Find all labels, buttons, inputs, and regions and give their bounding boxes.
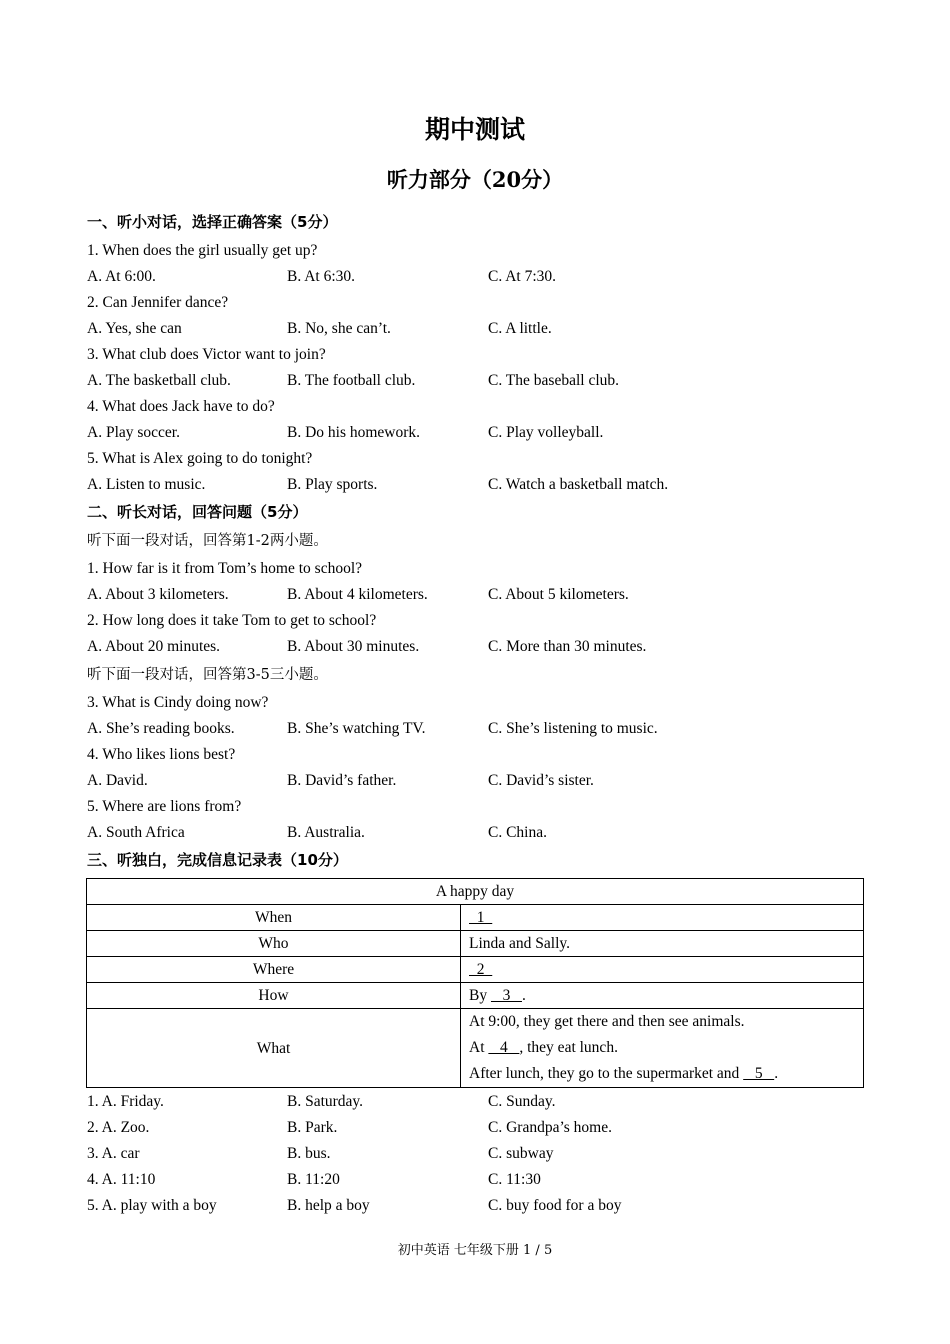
section3-heading: 三、听独白，完成信息记录表（10分） [87,851,348,869]
option-a: A. The basketball club. [87,372,231,389]
option-c: C. Grandpa’s home. [488,1119,612,1136]
row-value-who: Linda and Sally. [461,931,864,957]
blank-2: 2 [469,961,493,978]
option-b: B. David’s father. [287,772,397,789]
question: 1. How far is it from Tom’s home to school? [87,560,363,577]
what-line-3-suffix: . [774,1065,779,1082]
option-b: B. At 6:30. [287,268,356,285]
option-a: A. Yes, she can [87,320,182,337]
section2-note1: 听下面一段对话，回答第1-2两小题。 [87,533,328,549]
option-b: B. Australia. [287,824,365,841]
option-c: C. At 7:30. [488,268,557,285]
question: 2. How long does it take Tom to get to school? [87,612,377,629]
blank-1: 1 [469,909,493,926]
option-b: B. help a boy [287,1197,370,1214]
option-a: A. Listen to music. [87,476,206,493]
option-c: C. More than 30 minutes. [488,638,647,655]
question: 5. What is Alex going to do tonight? [87,450,313,467]
option-c: C. 11:30 [488,1171,541,1188]
table-row [87,1009,864,1088]
page-title: 期中测试 [424,115,525,144]
section2-heading: 二、听长对话，回答问题（5分） [87,503,308,521]
table-row [87,931,864,957]
option-b: B. Play sports. [287,476,378,493]
option-a: A. About 20 minutes. [87,638,221,655]
option-a: 1. A. Friday. [87,1093,164,1110]
option-a: 5. A. play with a boy [87,1197,217,1214]
option-c: C. China. [488,824,547,841]
option-a: A. Play soccer. [87,424,180,441]
row-label-how: How [87,983,461,1009]
option-b: B. bus. [287,1145,331,1162]
option-c: C. buy food for a boy [488,1197,622,1214]
what-line-3-prefix: After lunch, they go to the supermarket and [469,1065,744,1082]
question: 4. What does Jack have to do? [87,398,275,415]
option-c: C. David’s sister. [488,772,594,789]
row-label-where: Where [87,957,461,983]
section2-note2: 听下面一段对话，回答第3-5三小题。 [87,667,328,683]
info-record-table [86,878,864,1088]
what-line-1: At 9:00, they get there and then see animals. [469,1013,745,1030]
question: 1. When does the girl usually get up? [87,242,318,259]
option-a: A. She’s reading books. [87,720,235,737]
option-c: C. subway [488,1145,554,1162]
option-c: C. Play volleyball. [488,424,604,441]
section1-heading: 一、听小对话，选择正确答案（5分） [87,213,338,231]
row-label-who: Who [87,931,461,957]
option-a: A. About 3 kilometers. [87,586,229,603]
page-footer: 初中英语 七年级下册 1 / 5 [397,1243,553,1258]
option-c: C. About 5 kilometers. [488,586,629,603]
what-line-2 [469,1035,855,1061]
how-prefix: By [469,987,491,1004]
option-a: 4. A. 11:10 [87,1171,156,1188]
table-row [87,957,864,983]
option-b: B. Do his homework. [287,424,421,441]
option-c: C. A little. [488,320,552,337]
table-caption: A happy day [87,879,864,905]
option-a: 2. A. Zoo. [87,1119,150,1136]
question: 3. What is Cindy doing now? [87,694,269,711]
option-a: A. David. [87,772,148,789]
question: 5. Where are lions from? [87,798,242,815]
table-row [87,905,864,931]
option-a: 3. A. car [87,1145,140,1162]
row-label-what: What [87,1009,461,1088]
question: 4. Who likes lions best? [87,746,236,763]
blank-5: 5 [743,1065,775,1082]
option-b: B. About 30 minutes. [287,638,420,655]
option-b: B. 11:20 [287,1171,340,1188]
option-a: A. South Africa [87,824,185,841]
option-c: C. Watch a basketball match. [488,476,669,493]
row-value-what [461,1009,864,1088]
option-b: B. Saturday. [287,1093,364,1110]
row-value-how [461,983,864,1009]
row-value-when [461,905,864,931]
question: 2. Can Jennifer dance? [87,294,229,311]
row-value-where [461,957,864,983]
blank-4: 4 [488,1039,520,1056]
option-a: A. At 6:00. [87,268,156,285]
table-row [87,983,864,1009]
option-c: C. She’s listening to music. [488,720,658,737]
row-label-when: When [87,905,461,931]
option-b: B. About 4 kilometers. [287,586,428,603]
option-c: C. The baseball club. [488,372,620,389]
table-row [87,879,864,905]
option-b: B. Park. [287,1119,338,1136]
option-b: B. She’s watching TV. [287,720,426,737]
question: 3. What club does Victor want to join? [87,346,326,363]
page-subtitle: 听力部分（20分） [386,167,564,192]
what-line-2-suffix: , they eat lunch. [519,1039,618,1056]
how-suffix: . [521,987,526,1004]
blank-3: 3 [490,987,522,1004]
what-line-2-prefix: At [469,1039,489,1056]
option-b: B. No, she can’t. [287,320,391,337]
option-c: C. Sunday. [488,1093,556,1110]
option-b: B. The football club. [287,372,416,389]
what-line-3 [469,1061,855,1087]
